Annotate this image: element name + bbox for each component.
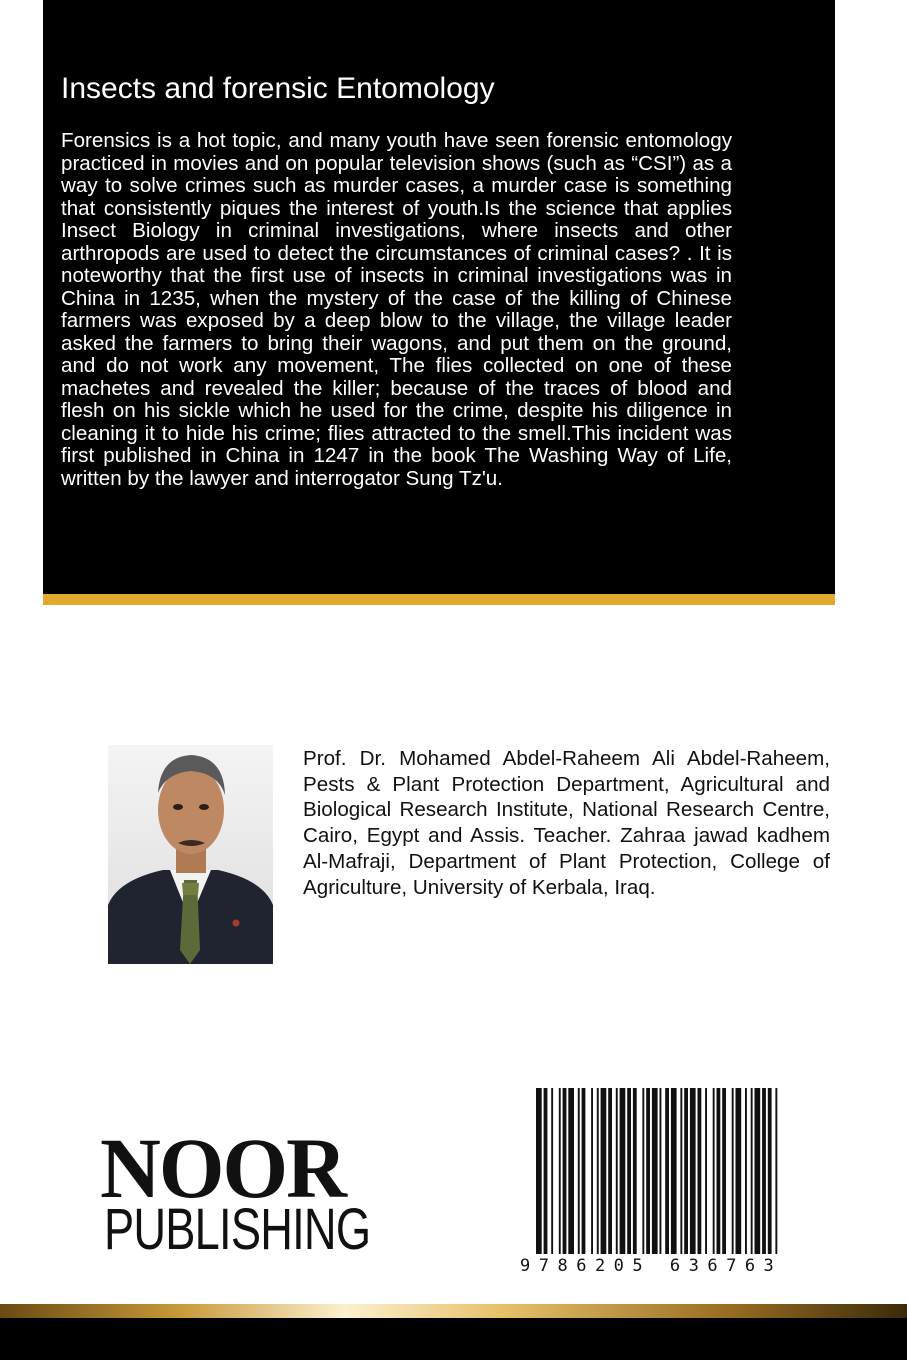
isbn-barcode: [520, 1088, 838, 1278]
publisher-logo: [100, 1120, 400, 1265]
barcode-bars: [520, 1088, 838, 1256]
book-title: Insects and forensic Entomology: [61, 72, 495, 105]
book-description: Forensics is a hot topic, and many youth have seen forensic entomology practiced in movies and on popular television shows (such as “CSI”) as a way to solve crimes such as murder cases, a murder case is something that consistently piques the interest of youth.Is the science that applies Insect Biology in criminal investigations, where insects and other arthropods are used to detect the circumstances of criminal cases? . It is noteworthy that the first use of insects in criminal investigations was in China in 1235, when the mystery of the case of the killing of Chinese farmers was exposed by a deep blow to the village, the village leader asked the farmers to bring their wagons, and put them on the ground, and do not work any movement, The flies collected on one of these machetes and revealed the killer; because of the traces of blood and flesh on his sickle which he used for the crime, despite his diligence in cleaning it to hide his crime; flies attracted to the smell.This incident was first published in China in 1247 in the book The Washing Way of Life, written by the lawyer and interrogator Sung Tz'u.: [61, 129, 732, 490]
gold-divider: [43, 594, 835, 605]
author-bio: Prof. Dr. Mohamed Abdel-Raheem Ali Abdel-Raheem, Pests & Plant Protection Department, Agricultural and Biological Research Institute, National Research Centre, Cairo, Egypt and Assis. Teacher. Zahraa jawad kadhem Al-Mafraji, Department of Plant Protection, College of Agriculture, University of Kerbala, Iraq.: [303, 747, 830, 899]
isbn-digits: 9786205 636763: [520, 1256, 783, 1276]
author-photo: [108, 745, 273, 964]
publisher-subtitle: PUBLISHING: [104, 1197, 371, 1262]
publisher-name: NOOR: [100, 1120, 345, 1216]
bottom-gold-strip: [0, 1304, 907, 1318]
